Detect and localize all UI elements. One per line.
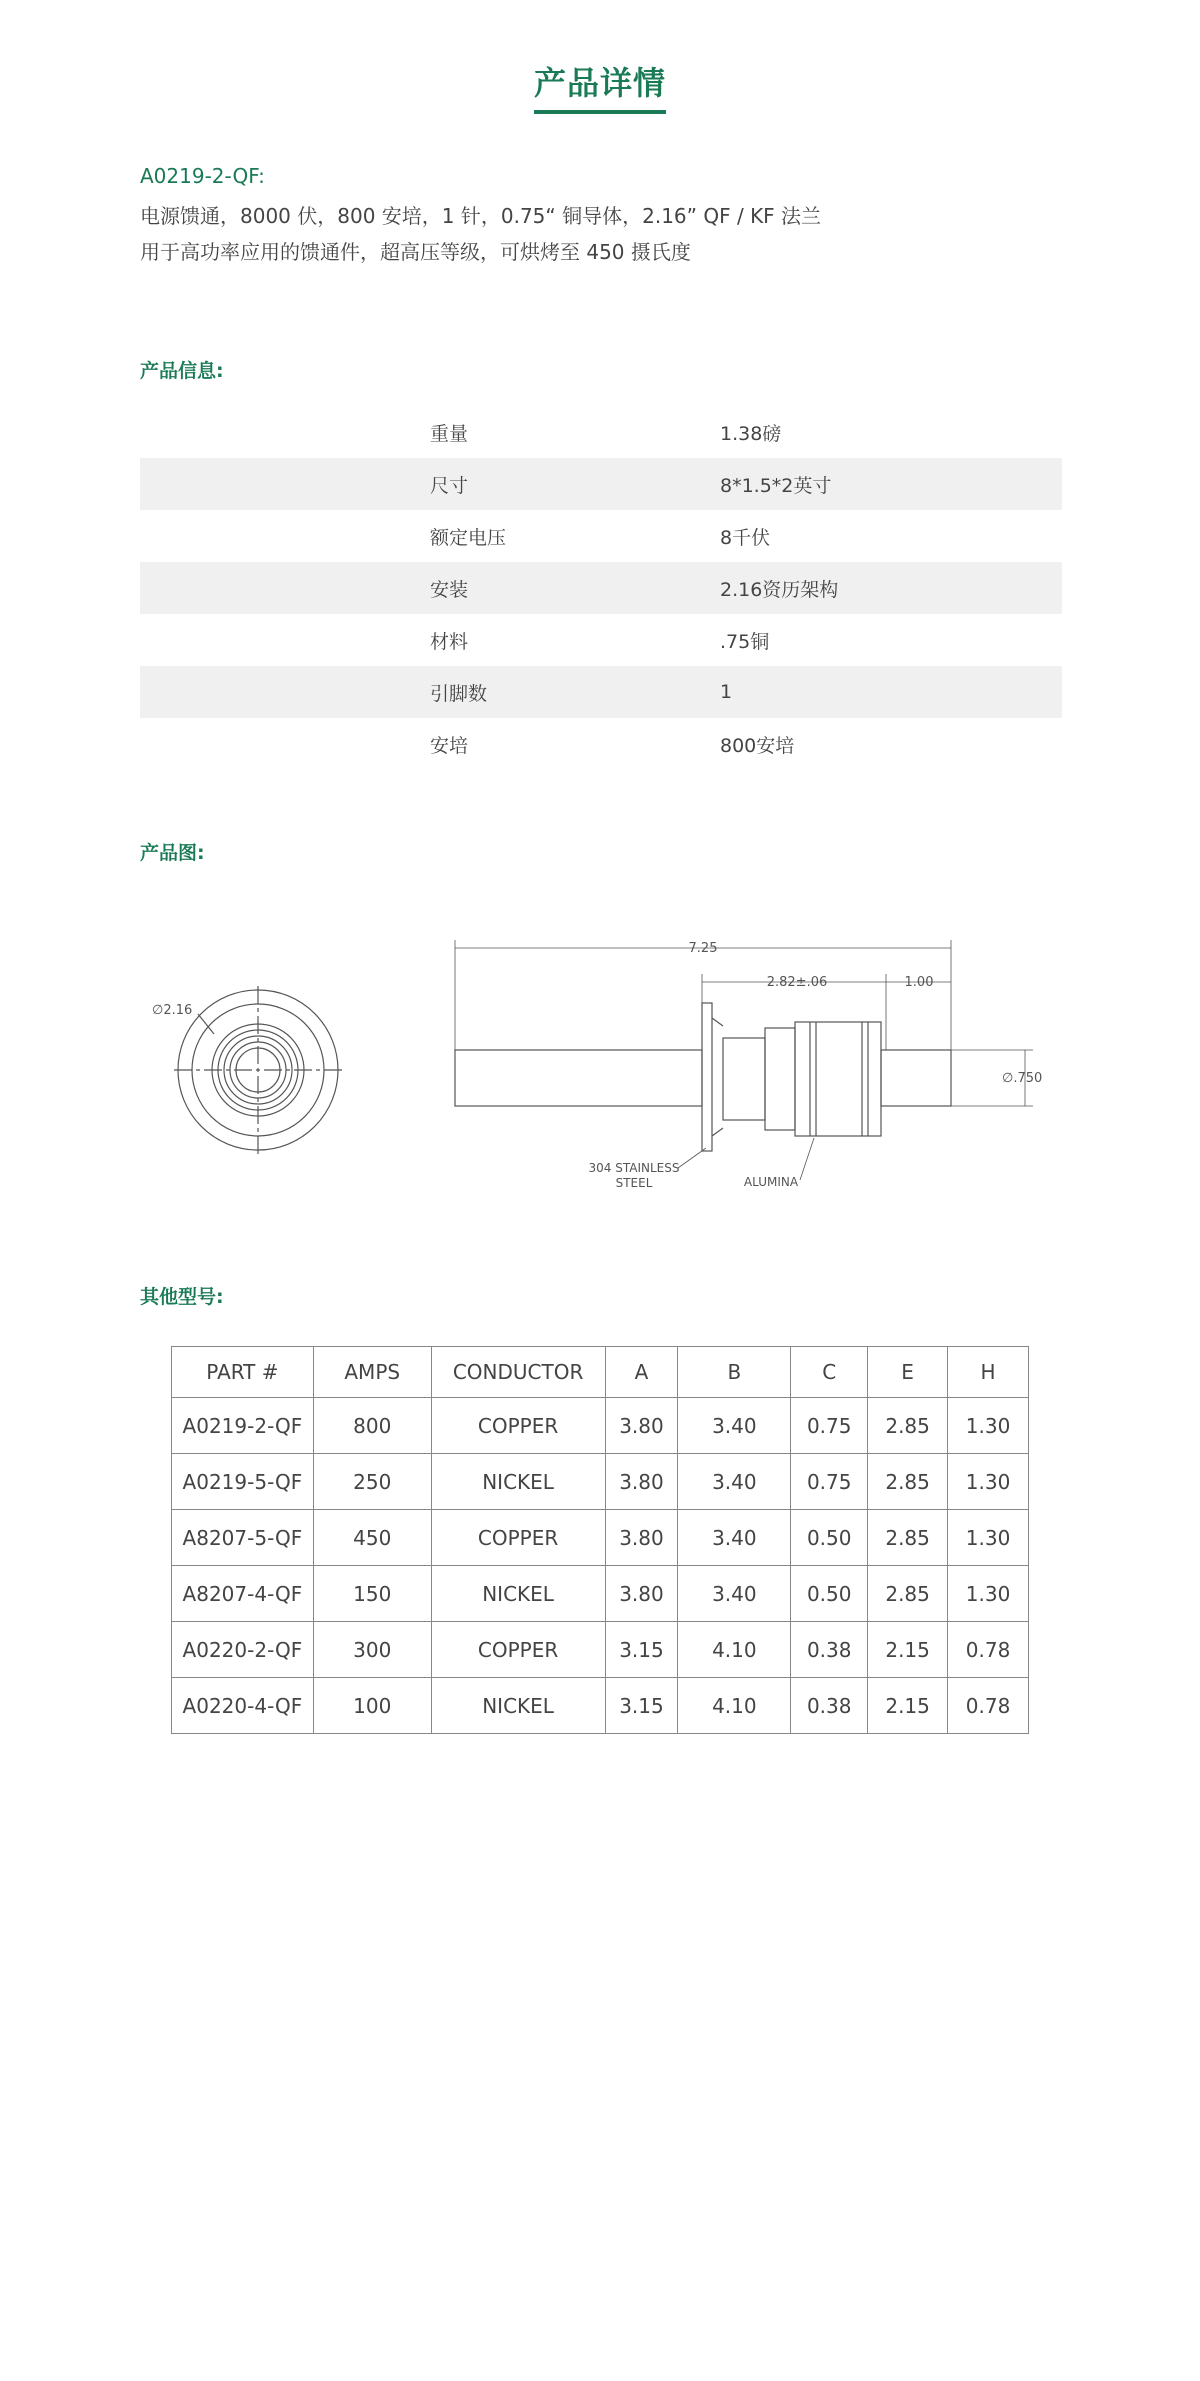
column-header: E (868, 1347, 948, 1398)
overall-length-label: 7.25 (688, 941, 718, 956)
table-row (172, 1398, 1029, 1454)
table-cell: 2.85 (868, 1454, 948, 1510)
info-row (140, 562, 1062, 614)
steel-label-line-1: 304 STAINLESS (588, 1161, 680, 1175)
table-cell: 0.38 (791, 1622, 868, 1678)
info-row (140, 406, 1062, 458)
table-cell: 3.80 (605, 1510, 678, 1566)
table-cell: 3.40 (678, 1510, 791, 1566)
info-row (140, 718, 1062, 770)
table-cell: A0219-2-QF (172, 1398, 314, 1454)
table-cell: 100 (313, 1678, 431, 1734)
info-key: 额定电压 (430, 526, 507, 549)
info-value: 8*1.5*2英寸 (720, 458, 1062, 510)
info-value: .75铜 (720, 630, 770, 653)
table-cell: A0220-4-QF (172, 1678, 314, 1734)
info-key: 引脚数 (140, 666, 720, 718)
table-cell: A8207-5-QF (172, 1510, 314, 1566)
mid-length-label: 2.82±.06 (766, 975, 828, 990)
product-drawing (140, 910, 1060, 1200)
table-cell: A0219-5-QF (172, 1454, 314, 1510)
table-cell: 300 (313, 1622, 431, 1678)
table-cell: 150 (313, 1566, 431, 1622)
info-row (140, 510, 1062, 562)
info-key: 材料 (430, 630, 469, 653)
table-cell: 3.80 (605, 1566, 678, 1622)
info-value: 1 (720, 666, 1062, 718)
table-cell: 0.50 (791, 1510, 868, 1566)
section-product-drawing: 产品图: (140, 842, 205, 864)
table-cell: NICKEL (431, 1566, 605, 1622)
page-title-wrap (0, 58, 1200, 114)
table-row (172, 1566, 1029, 1622)
table-cell: 0.50 (791, 1566, 868, 1622)
conductor-diameter-label: ∅.750 (1002, 1071, 1043, 1086)
table-cell: 0.75 (791, 1454, 868, 1510)
product-info-table (140, 406, 1062, 770)
table-cell: A0220-2-QF (172, 1622, 314, 1678)
column-header: PART # (172, 1347, 314, 1398)
table-cell: NICKEL (431, 1678, 605, 1734)
table-cell: 3.15 (605, 1622, 678, 1678)
table-cell: 1.30 (948, 1454, 1029, 1510)
column-header: B (678, 1347, 791, 1398)
table-cell: 3.40 (678, 1398, 791, 1454)
table-cell: 4.10 (678, 1622, 791, 1678)
table-cell: 450 (313, 1510, 431, 1566)
table-cell: 0.78 (948, 1622, 1029, 1678)
column-header: AMPS (313, 1347, 431, 1398)
table-cell: 2.85 (868, 1510, 948, 1566)
column-header: A (605, 1347, 678, 1398)
table-cell: COPPER (431, 1622, 605, 1678)
info-value: 800安培 (720, 734, 795, 757)
info-key: 尺寸 (140, 458, 720, 510)
column-header: C (791, 1347, 868, 1398)
table-cell: 4.10 (678, 1678, 791, 1734)
steel-label-line-2: STEEL (615, 1176, 653, 1190)
flange-diameter-label: ∅2.16 (152, 1003, 193, 1018)
info-row (140, 614, 1062, 666)
table-cell: NICKEL (431, 1454, 605, 1510)
table-cell: 250 (313, 1454, 431, 1510)
table-row (172, 1678, 1029, 1734)
model-number: A0219-2-QF: (140, 164, 265, 188)
table-cell: COPPER (431, 1510, 605, 1566)
description-line-2: 用于高功率应用的馈通件，超高压等级，可烘烤至 450 摄氏度 (140, 240, 691, 264)
table-cell: 3.80 (605, 1398, 678, 1454)
info-value: 8千伏 (720, 526, 771, 549)
info-row (140, 458, 1062, 510)
table-cell: A8207-4-QF (172, 1566, 314, 1622)
other-models-table (171, 1346, 1029, 1734)
end-length-label: 1.00 (904, 975, 934, 990)
table-cell: 1.30 (948, 1510, 1029, 1566)
column-header: H (948, 1347, 1029, 1398)
table-cell: 0.38 (791, 1678, 868, 1734)
table-cell: 3.40 (678, 1454, 791, 1510)
table-cell: 3.80 (605, 1454, 678, 1510)
table-cell: 1.30 (948, 1398, 1029, 1454)
alumina-label: ALUMINA (743, 1175, 799, 1189)
end-view (152, 986, 342, 1154)
page-title: 产品详情 (534, 58, 666, 114)
table-cell: 800 (313, 1398, 431, 1454)
table-cell: 2.85 (868, 1398, 948, 1454)
table-cell: 3.40 (678, 1566, 791, 1622)
table-row (172, 1454, 1029, 1510)
table-cell: 2.15 (868, 1678, 948, 1734)
table-cell: 3.15 (605, 1678, 678, 1734)
table-cell: 0.75 (791, 1398, 868, 1454)
info-key: 安装 (140, 562, 720, 614)
section-other-models: 其他型号: (140, 1286, 224, 1308)
description-line-1: 电源馈通，8000 伏，800 安培，1 针，0.75“ 铜导体，2.16” QF / KF 法兰 (140, 204, 822, 228)
side-view (455, 940, 1033, 1180)
info-key: 重量 (430, 422, 469, 445)
table-row (172, 1622, 1029, 1678)
table-row (172, 1510, 1029, 1566)
info-value: 2.16资历架构 (720, 562, 1062, 614)
column-header: CONDUCTOR (431, 1347, 605, 1398)
table-header-row (172, 1347, 1029, 1398)
table-cell: 2.15 (868, 1622, 948, 1678)
info-row (140, 666, 1062, 718)
info-key: 安培 (430, 734, 469, 757)
table-cell: 1.30 (948, 1566, 1029, 1622)
table-cell: 2.85 (868, 1566, 948, 1622)
table-cell: COPPER (431, 1398, 605, 1454)
info-value: 1.38磅 (720, 422, 782, 445)
section-product-info: 产品信息: (140, 360, 224, 382)
table-cell: 0.78 (948, 1678, 1029, 1734)
